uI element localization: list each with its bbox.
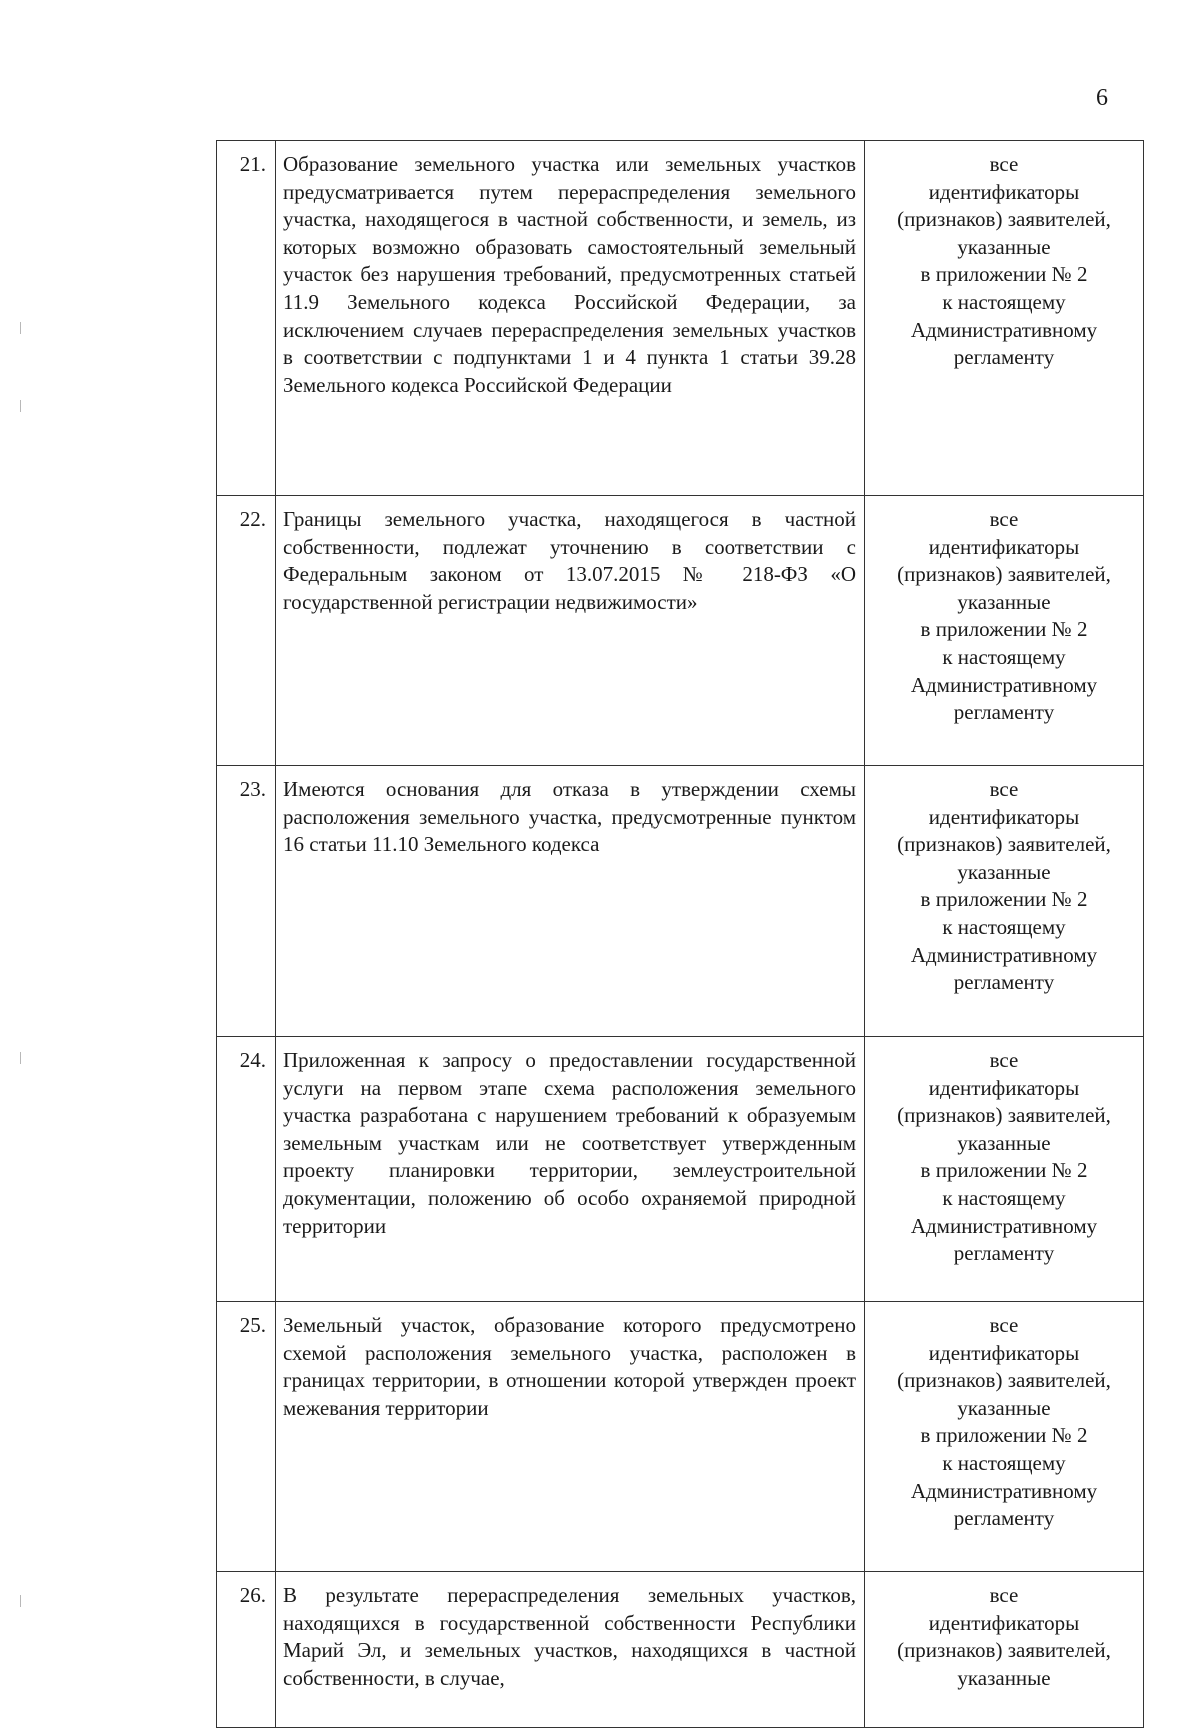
identifier-line: Административному [910,1478,1098,1503]
identifier-line: все [989,507,1019,531]
identifier-line: в приложении № 2 [920,1423,1088,1448]
row-text: Приложенная к запросу о предоставлении государственной услуги на первом этапе схема расположения земельного участка разработана с нарушением требований к образуемым земельным участкам или не соответствует утвержденным проекту планировки территории, землеустроительной документации, положению об особо охраняемой природной территории [276,1037,865,1302]
row-number: 23. [217,766,276,1037]
row-number: 22. [217,496,276,766]
identifier-line: в приложении № 2 [920,1158,1088,1183]
identifier-line: (признаков) заявителей, [897,832,1111,857]
identifier-line: все [989,1313,1019,1337]
margin-mark [20,400,21,412]
row-text: Земельный участок, образование которого предусмотрено схемой расположения земельного участка, расположен в границах территории, в отношении которой утвержден проект межевания территории [276,1302,865,1572]
identifier-line: все [989,1048,1019,1072]
identifier-line: регламенту [953,970,1055,995]
identifier-line: все [989,1583,1019,1607]
margin-mark [20,1052,21,1064]
row-text: Образование земельного участка или земельных участков предусматривается путем перераспределения земельного участка, находящегося в частной собственности, и земель, из которых возможно образовать самостоятельный земельный участок без нарушения требований, предусмотренных статьей 11.9 Земельного кодекса Российской Федерации, за исключением случаев перераспределения земельных участков в соответствии с подпунктами 1 и 4 пункта 1 статьи 39.28 Земельного кодекса Российской Федерации [276,141,865,496]
regulation-table [216,140,1144,1728]
table-row [217,141,1144,496]
identifier-line: (признаков) заявителей, [897,1368,1111,1393]
identifier-line: идентификаторы [928,534,1080,559]
identifier-line: регламенту [953,700,1055,725]
applicant-identifiers [865,141,1144,496]
identifier-line: (признаков) заявителей, [897,1103,1111,1128]
identifier-line: Административному [910,942,1098,967]
margin-mark [20,322,21,334]
row-number: 25. [217,1302,276,1572]
applicant-identifiers [865,1572,1144,1728]
table-row [217,496,1144,766]
page-number: 6 [1096,85,1108,111]
applicant-identifiers [865,496,1144,766]
margin-mark [20,1595,21,1607]
row-number: 26. [217,1572,276,1728]
identifier-line: идентификаторы [928,804,1080,829]
identifier-line: Административному [910,1213,1098,1238]
identifier-line: указанные [957,234,1051,259]
identifier-line: в приложении № 2 [920,887,1088,912]
table-row [217,1302,1144,1572]
identifier-line: (признаков) заявителей, [897,1638,1111,1663]
row-number: 24. [217,1037,276,1302]
applicant-identifiers [865,1037,1144,1302]
applicant-identifiers [865,766,1144,1037]
identifier-line: идентификаторы [928,179,1080,204]
identifier-line: (признаков) заявителей, [897,562,1111,587]
identifier-line: все [989,777,1019,801]
identifier-line: к настоящему [942,644,1066,669]
identifier-line: все [989,152,1019,176]
identifier-line: к настоящему [942,914,1066,939]
identifier-line: указанные [957,1130,1051,1155]
identifier-line: указанные [957,859,1051,884]
identifier-line: в приложении № 2 [920,617,1088,642]
identifier-line: регламенту [953,1241,1055,1266]
identifier-line: к настоящему [942,1450,1066,1475]
table-row [217,1037,1144,1302]
identifier-line: идентификаторы [928,1075,1080,1100]
identifier-line: указанные [957,1395,1051,1420]
table-row [217,766,1144,1037]
identifier-line: к настоящему [942,1185,1066,1210]
identifier-line: указанные [957,1665,1051,1690]
identifier-line: Административному [910,317,1098,342]
row-number: 21. [217,141,276,496]
identifier-line: указанные [957,589,1051,614]
identifier-line: к настоящему [942,289,1066,314]
row-text: В результате перераспределения земельных участков, находящихся в государственной собственности Республики Марий Эл, и земельных участков, находящихся в частной собственности, в случае, [276,1572,865,1728]
row-text: Границы земельного участка, находящегося в частной собственности, подлежат уточнению в соответствии с Федеральным законом от 13.07.2015 № 218-ФЗ «О государственной регистрации недвижимости» [276,496,865,766]
identifier-line: Административному [910,672,1098,697]
row-text: Имеются основания для отказа в утверждении схемы расположения земельного участка, предусмотренные пунктом 16 статьи 11.10 Земельного кодекса [276,766,865,1037]
identifier-line: регламенту [953,1506,1055,1531]
identifier-line: идентификаторы [928,1610,1080,1635]
identifier-line: идентификаторы [928,1340,1080,1365]
identifier-line: регламенту [953,345,1055,370]
identifier-line: (признаков) заявителей, [897,207,1111,232]
identifier-line: в приложении № 2 [920,262,1088,287]
table-row [217,1572,1144,1728]
applicant-identifiers [865,1302,1144,1572]
